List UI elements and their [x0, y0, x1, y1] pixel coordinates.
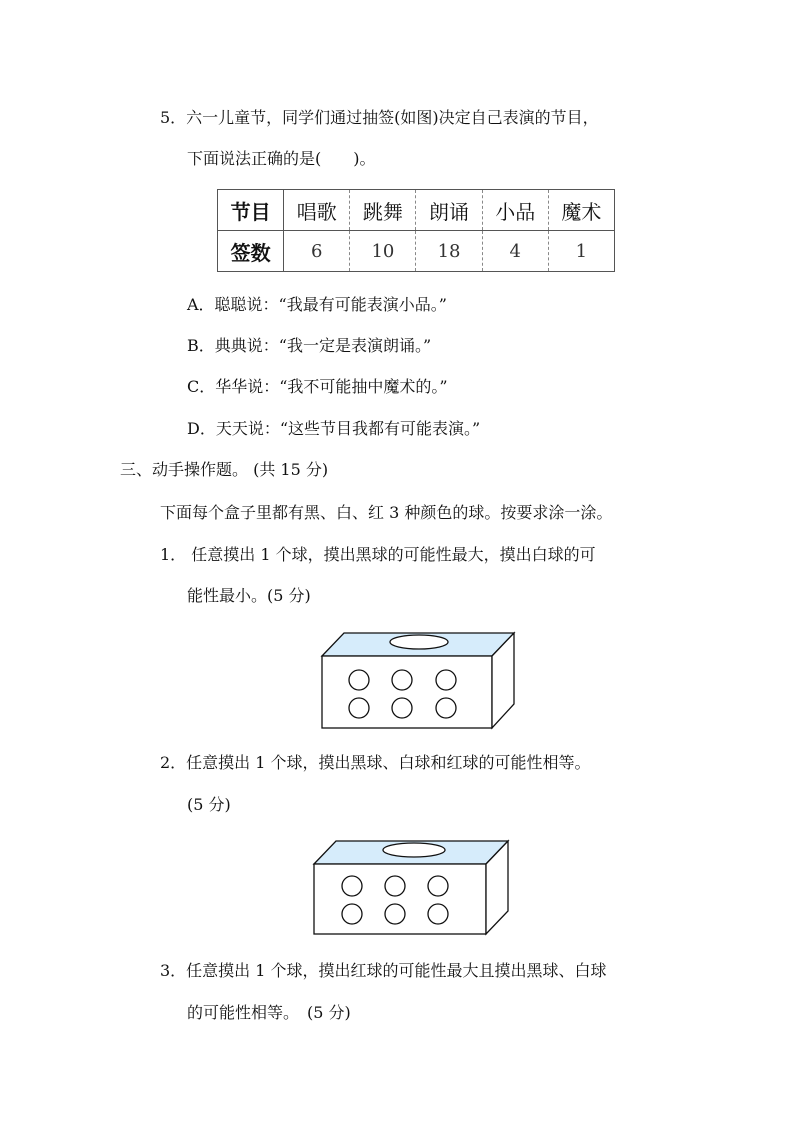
table-cell: 签数	[218, 231, 284, 272]
ball-circle[interactable]	[342, 904, 362, 924]
option-b: B．典典说：“我一定是表演朗诵。”	[187, 336, 432, 355]
ball-circle[interactable]	[436, 670, 456, 690]
table-cell: 跳舞	[350, 190, 416, 231]
ball-circle[interactable]	[385, 904, 405, 924]
table-cell: 小品	[482, 190, 548, 231]
task3-line2: 的可能性相等。 (5 分)	[187, 1003, 351, 1022]
table-cell: 唱歌	[284, 190, 350, 231]
option-a: A．聪聪说：“我最有可能表演小品。”	[187, 295, 447, 314]
ball-circle[interactable]	[428, 904, 448, 924]
ball-circle[interactable]	[349, 698, 369, 718]
section-intro: 下面每个盒子里都有黑、白、红 3 种颜色的球。按要求涂一涂。	[160, 503, 613, 522]
ball-circle[interactable]	[428, 876, 448, 896]
ball-circle[interactable]	[436, 698, 456, 718]
table-cell: 1	[548, 231, 614, 272]
task3-line1: 3．任意摸出 1 个球，摸出红球的可能性最大且摸出黑球、白球	[160, 961, 607, 980]
ball-circle[interactable]	[392, 670, 412, 690]
box-opening	[390, 635, 448, 649]
ball-box-1	[318, 630, 518, 730]
task2-line1: 2．任意摸出 1 个球，摸出黑球、白球和红球的可能性相等。	[160, 753, 591, 772]
table-cell: 魔术	[548, 190, 614, 231]
task2-line2: (5 分)	[187, 795, 231, 814]
q5-stem-line1: 5．六一儿童节，同学们通过抽签(如图)决定自己表演的节目，	[160, 108, 599, 127]
table-header-row	[218, 190, 615, 231]
ball-circle[interactable]	[385, 876, 405, 896]
task1-line2: 能性最小。(5 分)	[187, 586, 311, 605]
table-cell: 6	[284, 231, 350, 272]
box-opening	[383, 843, 445, 857]
ball-circle[interactable]	[349, 670, 369, 690]
table-cell: 朗诵	[416, 190, 482, 231]
table-cell: 18	[416, 231, 482, 272]
table-count-row	[218, 231, 615, 272]
task1-line1: 1． 任意摸出 1 个球，摸出黑球的可能性最大，摸出白球的可	[160, 545, 596, 564]
ball-box-2	[310, 838, 515, 938]
box-front-face	[314, 864, 486, 934]
ball-circle[interactable]	[342, 876, 362, 896]
q5-stem-line2: 下面说法正确的是( )。	[187, 149, 376, 168]
table-cell: 4	[482, 231, 548, 272]
table-cell: 10	[350, 231, 416, 272]
option-c: C．华华说：“我不可能抽中魔术的。”	[187, 377, 448, 396]
option-d: D．天天说：“这些节目我都有可能表演。”	[187, 419, 481, 438]
section-heading: 三、动手操作题。 (共 15 分)	[120, 460, 329, 479]
ball-circle[interactable]	[392, 698, 412, 718]
table-cell: 节目	[218, 190, 284, 231]
draw-lots-table	[217, 189, 615, 272]
